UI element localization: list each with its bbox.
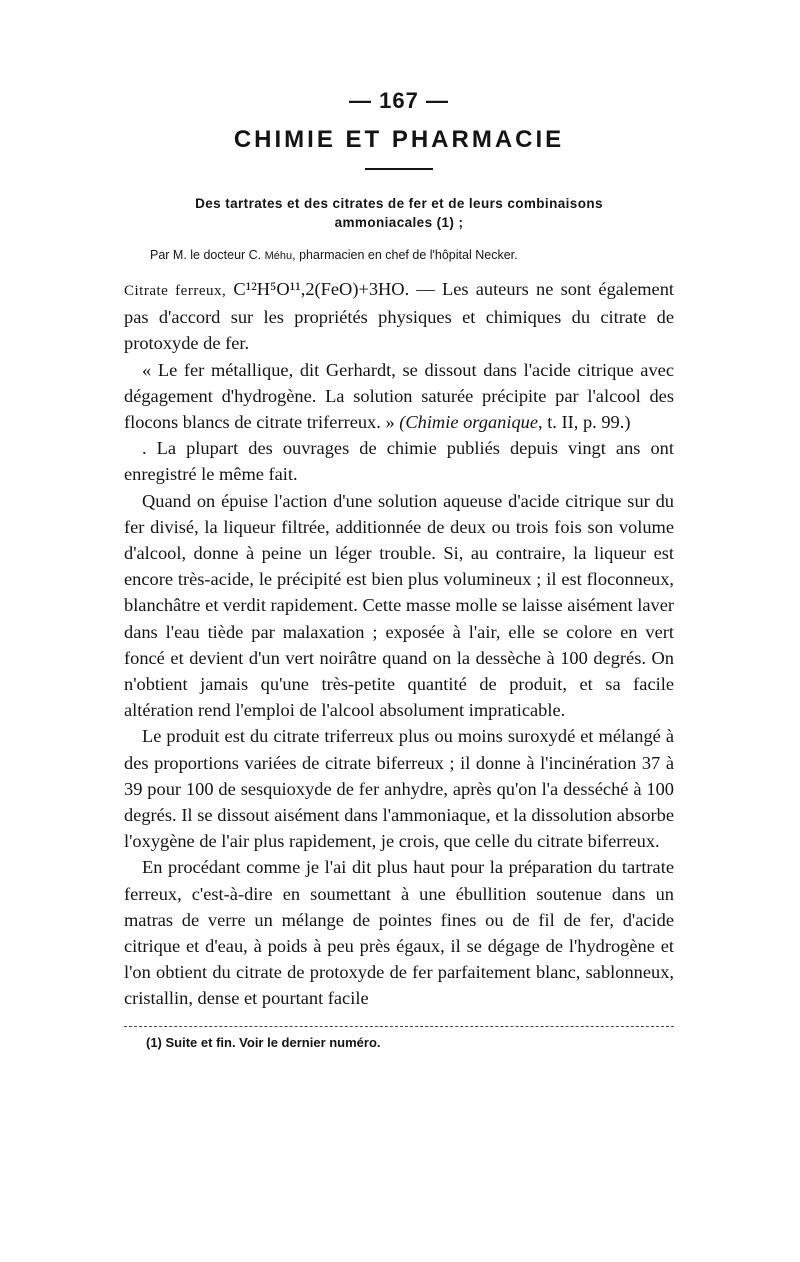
page-number: — 167 — xyxy=(349,88,449,113)
paragraph-6: En procédant comme je l'ai dit plus haut pour la préparation du tartrate ferreux, c'est-à-dire en soumettant à une ébullition soutenue dans un matras de verre un mélange de pointes fines ou de fil de fer, d'acide citrique et d'eau, à poids à peu près égaux, il se dégage de l'hydrogène et l'on obtient du citrate de protoxyde de fer parfaitement blanc, sablonneux, cristallin, dense et pourtant facile xyxy=(124,857,674,1009)
paragraph-2 xyxy=(124,357,674,436)
paragraph-5: Le produit est du citrate triferreux plus ou moins suroxydé et mélangé à des proportions variées de citrate biferreux ; il donne à l'incinération 37 à 39 pour 100 de sesquioxyde de fer anhydre, après qu'on l'a desséché à 100 degrés. Il se dissout aisément dans l'ammoniaque, et la dissolution absorbe l'oxygène de l'air plus rapidement, je crois, que celle du citrate biferreux. xyxy=(124,726,674,852)
paragraph-1 xyxy=(124,276,674,357)
byline xyxy=(124,248,674,262)
citation-title: (Chimie organique xyxy=(399,412,538,433)
section-title: CHIMIE ET PHARMACIE xyxy=(233,126,565,153)
byline-author: Méhu xyxy=(264,250,293,262)
article-title-line-2: ammoniacales (1) ; xyxy=(334,215,464,230)
title-divider xyxy=(365,168,433,170)
paragraph-1-lead: Citrate ferreux, xyxy=(124,283,227,299)
chemical-formula: C¹²H⁵O¹¹,2(FeO)+3HO. xyxy=(226,279,410,299)
paragraph-2-text: « Le fer métallique, dit Gerhardt, se dissout dans l'acide citrique avec dégagement d'hydrogène. La solution saturée précipite par l'alcool des flocons blancs de citrate triferreux. » xyxy=(124,359,674,433)
byline-suffix: , pharmacien en chef de l'hôpital Necker. xyxy=(292,248,518,262)
paragraph-3: . La plupart des ouvrages de chimie publiés depuis vingt ans ont enregistré le même fait. xyxy=(124,438,674,485)
paragraph-4: Quand on épuise l'action d'une solution aqueuse d'acide citrique sur du fer divisé, la liqueur filtrée, additionnée de deux ou trois fois son volume d'alcool, donne à peine un léger trouble. Si, au contraire, la liqueur est encore très-acide, le précipité est bien plus volumineux ; il est floconneux, blanchâtre et verdit rapidement. Cette masse molle se laisse aisément laver dans l'eau tiède par malaxation ; exposée à l'air, elle se colore en vert foncé et devient d'un vert noirâtre quand on la dessèche à 100 degrés. On n'obtient jamais qu'une très-petite quantité de produit, et sa facile altération rend l'emploi de l'alcool absolument impraticable. xyxy=(124,490,674,721)
book-page xyxy=(124,88,674,1050)
citation-rest: , t. II, p. 99.) xyxy=(538,412,631,433)
article-title xyxy=(124,194,674,232)
article-title-line-1: Des tartrates et des citrates de fer et de leurs combinaisons xyxy=(195,196,603,211)
footnote: (1) Suite et fin. Voir le dernier numéro. xyxy=(146,1034,381,1050)
footnote-divider xyxy=(124,1026,674,1027)
byline-prefix: Par M. le docteur C. xyxy=(150,248,265,262)
article-body xyxy=(124,276,674,1012)
paragraph-1-text: — Les auteurs ne sont également pas d'accord sur les propriétés physiques et chimiques du citrate de protoxyde de fer. xyxy=(124,279,674,354)
